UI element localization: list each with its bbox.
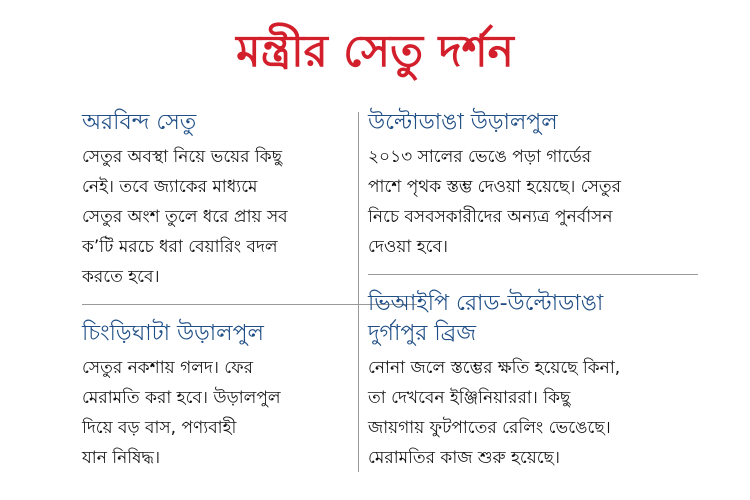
section-body: সেতুর অবস্থা নিয়ে ভয়ের কিছু নেই। তবে জ্যাকের মাধ্যমে সেতুর অংশ তুলে ধরে প্রায় সব ক’টি মরচে ধরা বেয়ারিং বদল করতে হবে।	[82, 147, 288, 287]
section-heading: চিংড়িঘাটা উড়ালপুল	[82, 321, 264, 346]
section-chingrighata-flyover	[82, 319, 417, 473]
section-heading: উল্টোডাঙা উড়ালপুল	[368, 110, 558, 135]
section-ultadanga-flyover	[368, 108, 698, 262]
section-vip-road-durgapur-bridge	[368, 289, 698, 473]
section-heading: ভিআইপি রোড-উল্টোডাঙা দুর্গাপুর ব্রিজ	[368, 291, 604, 346]
section-body: সেতুর নকশায় গলদ। ফের মেরামতি করা হবে। উড়ালপুল দিয়ে বড় বাস, পণ্যবাহী যান নিষিদ্ধ।	[82, 358, 281, 468]
section-heading: অরবিন্দ সেতু	[82, 110, 197, 135]
right-column	[368, 108, 698, 473]
section-divider	[82, 304, 417, 305]
page-title: মন্ত্রীর সেতু দর্শন	[236, 26, 514, 77]
left-column	[82, 108, 417, 473]
section-body: ২০১৩ সালের ভেঙে পড়া গার্ডের পাশে পৃথক স্তম্ভ দেওয়া হয়েছে। সেতুর নিচে বসবসকারীদের অন্যত্র পুনর্বাসন দেওয়া হবে।	[368, 147, 621, 257]
section-body: নোনা জলে স্তম্ভের ক্ষতি হয়েছে কিনা, তা দেখবেন ইঞ্জিনিয়াররা। কিছু জায়গায় ফুটপাতের রেলিং ভেঙেছে। মেরামতির কাজ শুরু হয়েছে।	[368, 358, 621, 468]
section-divider	[368, 274, 698, 275]
section-arobindo-setu	[82, 108, 417, 292]
